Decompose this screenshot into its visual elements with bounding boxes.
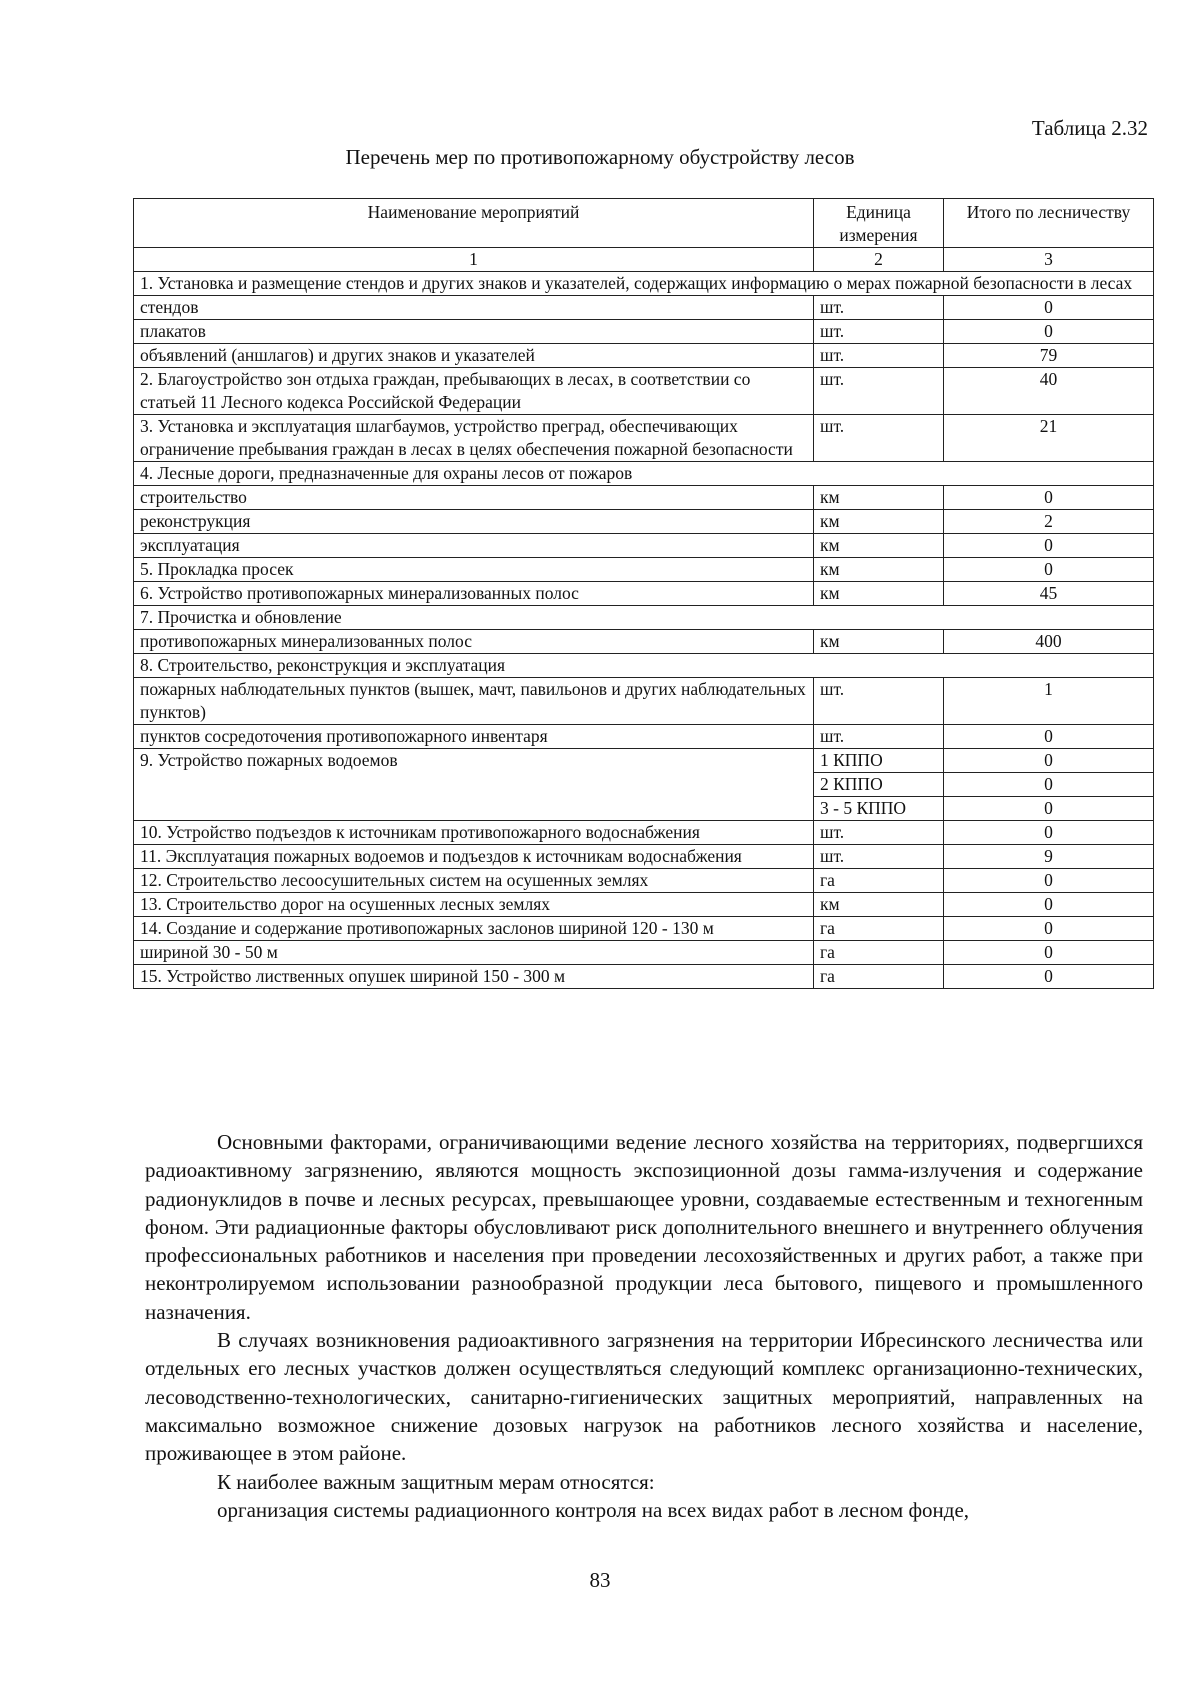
table-row [134,582,1154,606]
measure-name: плакатов [134,320,814,344]
measure-unit: км [814,558,944,582]
measure-total: 40 [944,368,1154,415]
measure-unit: км [814,582,944,606]
measure-unit: 1 КППО [814,749,944,773]
measure-name: 10. Устройство подъездов к источникам противопожарного водоснабжения [134,821,814,845]
fire-measures-table [133,198,1154,989]
column-number: 2 [814,248,944,272]
measure-unit: км [814,486,944,510]
paragraph: Основными факторами, ограничивающими ведение лесного хозяйства на территориях, подвергшихся радиоактивному загрязнению, являются мощность экспозиционной дозы гамма-излучения и содержание радионуклидов в почве и лесных ресурсах, превышающее уровни, создаваемые естественным и техногенным фоном. Эти радиационные факторы обусловливают риск дополнительного внешнего и внутреннего облучения профессиональных работников и населения при проведении лесохозяйственных и других работ, а также при неконтролируемом использовании разнообразной продукции леса бытового, пищевого и промышленного назначения. [145,1130,1143,1324]
column-number: 1 [134,248,814,272]
table-row [134,558,1154,582]
page-number: 83 [589,1568,611,1592]
measure-total: 0 [944,773,1154,797]
measure-name: шириной 30 - 50 м [134,941,814,965]
measure-name: 14. Создание и содержание противопожарных заслонов шириной 120 - 130 м [134,917,814,941]
paragraph: организация системы радиационного контроля на всех видах работ в лесном фонде, [217,1497,970,1522]
table-caption-title: Перечень мер по противопожарному обустройству лесов [345,145,855,169]
table-row [134,486,1154,510]
measure-name: объявлений (аншлагов) и других знаков и указателей [134,344,814,368]
table-row [134,869,1154,893]
measure-unit: км [814,534,944,558]
table-header-row [134,199,1154,248]
measure-unit: 2 КППО [814,773,944,797]
table-row [134,821,1154,845]
measure-name: 9. Устройство пожарных водоемов [134,749,814,821]
section-title: 8. Строительство, реконструкция и эксплуатация [134,654,1154,678]
table-row [134,534,1154,558]
table-row [134,344,1154,368]
measure-total: 21 [944,415,1154,462]
table-section-row [134,654,1154,678]
measure-name: пожарных наблюдательных пунктов (вышек, мачт, павильонов и других наблюдательных пунктов) [134,678,814,725]
table-section-row [134,606,1154,630]
measure-unit: шт. [814,344,944,368]
measure-unit: шт. [814,320,944,344]
measure-total: 0 [944,869,1154,893]
measure-total: 0 [944,320,1154,344]
table-row [134,320,1154,344]
column-number: 3 [944,248,1154,272]
measure-total: 0 [944,534,1154,558]
measure-unit: га [814,941,944,965]
measure-total: 0 [944,941,1154,965]
measure-name: 15. Устройство лиственных опушек шириной 150 - 300 м [134,965,814,989]
table-row [134,415,1154,462]
table-row [134,917,1154,941]
measure-unit: га [814,917,944,941]
measure-total: 400 [944,630,1154,654]
measure-total: 1 [944,678,1154,725]
measure-unit: шт. [814,415,944,462]
measure-total: 0 [944,558,1154,582]
measure-name: противопожарных минерализованных полос [134,630,814,654]
measure-total: 0 [944,725,1154,749]
section-title: 7. Прочистка и обновление [134,606,1154,630]
paragraph: К наиболее важным защитным мерам относятся: [217,1469,655,1494]
measure-unit: км [814,510,944,534]
header-unit: Единица измерения [814,199,944,248]
table-row [134,368,1154,415]
measure-unit: шт. [814,821,944,845]
body-text [145,1128,1143,1524]
section-title: 1. Установка и размещение стендов и других знаков и указателей, содержащих информацию о мерах пожарной безопасности в лесах [134,272,1154,296]
measure-unit: га [814,869,944,893]
measure-name: 11. Эксплуатация пожарных водоемов и подъездов к источникам водоснабжения [134,845,814,869]
measure-total: 79 [944,344,1154,368]
measure-unit: га [814,965,944,989]
section-title: 4. Лесные дороги, предназначенные для охраны лесов от пожаров [134,462,1154,486]
measure-total: 0 [944,893,1154,917]
table-row [134,965,1154,989]
table-section-row [134,272,1154,296]
measure-name: 12. Строительство лесоосушительных систем на осушенных землях [134,869,814,893]
measure-name: 6. Устройство противопожарных минерализованных полос [134,582,814,606]
measure-total: 0 [944,296,1154,320]
header-total: Итого по лесничеству [944,199,1154,248]
table-row [134,845,1154,869]
table-row [134,749,1154,773]
measure-unit: км [814,893,944,917]
measure-total: 0 [944,917,1154,941]
table-row [134,941,1154,965]
measure-total: 0 [944,749,1154,773]
measure-name: реконструкция [134,510,814,534]
table-row [134,630,1154,654]
paragraph: В случаях возникновения радиоактивного загрязнения на территории Ибресинского лесничества или отдельных его лесных участков должен осуществляться следующий комплекс организационно-технических, лесоводственно-технологических, санитарно-гигиенических защитных мероприятий, направленных на максимально возможное снижение дозовых нагрузок на работников лесного хозяйства и население, проживающее в этом районе. [145,1328,1143,1466]
column-number-row [134,248,1154,272]
measure-total: 0 [944,486,1154,510]
measure-total: 0 [944,965,1154,989]
measure-unit: 3 - 5 КППО [814,797,944,821]
measure-total: 45 [944,582,1154,606]
measure-name: строительство [134,486,814,510]
table-caption-label: Таблица 2.32 [1031,116,1148,140]
measure-unit: шт. [814,845,944,869]
measure-total: 2 [944,510,1154,534]
measure-name: 3. Установка и эксплуатация шлагбаумов, устройство преград, обеспечивающих ограничение пребывания граждан в лесах в целях обеспечения пожарной безопасности [134,415,814,462]
table-row [134,893,1154,917]
measure-name: пунктов сосредоточения противопожарного инвентаря [134,725,814,749]
table-section-row [134,462,1154,486]
measure-unit: шт. [814,296,944,320]
measure-name: эксплуатация [134,534,814,558]
header-name: Наименование мероприятий [134,199,814,248]
table-row [134,510,1154,534]
measure-name: 2. Благоустройство зон отдыха граждан, пребывающих в лесах, в соответствии со статьей 11 Лесного кодекса Российской Федерации [134,368,814,415]
table-row [134,296,1154,320]
measure-unit: шт. [814,725,944,749]
measure-total: 0 [944,821,1154,845]
measure-total: 0 [944,797,1154,821]
measure-name: стендов [134,296,814,320]
measure-total: 9 [944,845,1154,869]
table-row [134,725,1154,749]
measure-unit: км [814,630,944,654]
measure-name: 5. Прокладка просек [134,558,814,582]
table-row [134,678,1154,725]
measure-unit: шт. [814,368,944,415]
measure-unit: шт. [814,678,944,725]
measure-name: 13. Строительство дорог на осушенных лесных землях [134,893,814,917]
